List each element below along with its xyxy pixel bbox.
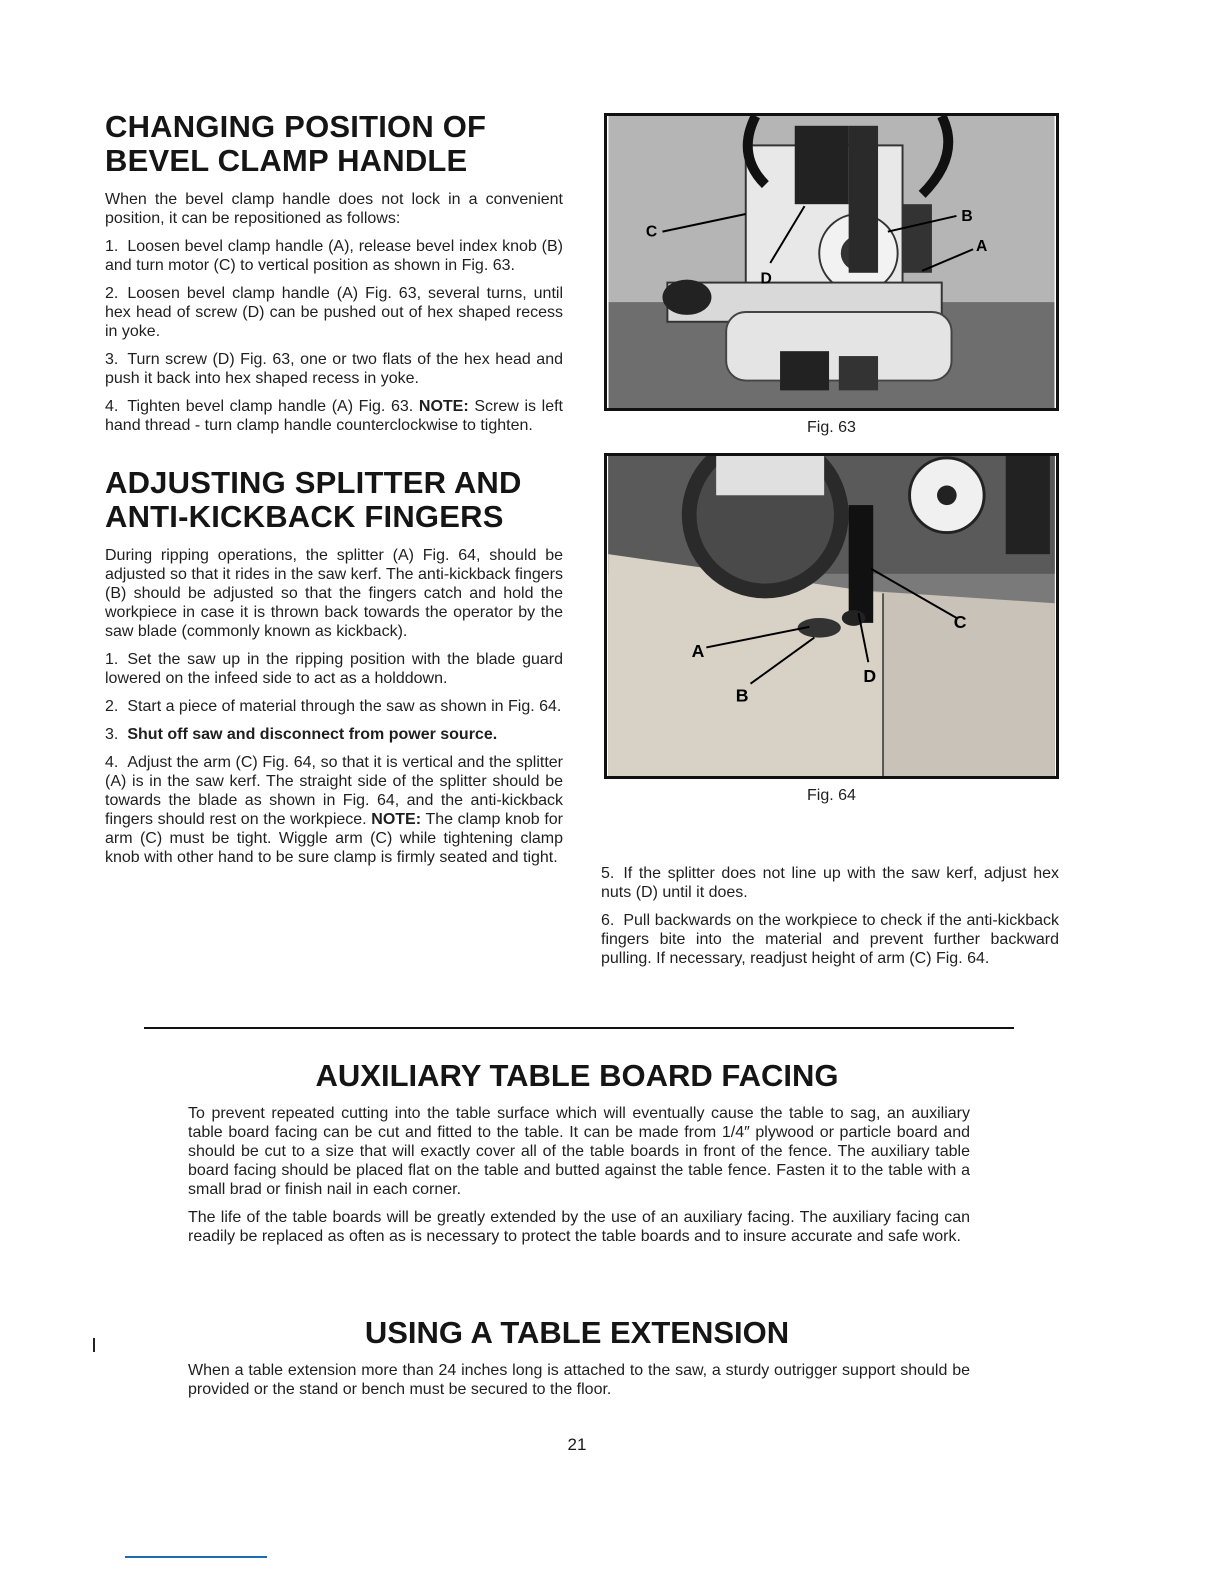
fig64-caption: Fig. 64	[807, 787, 856, 804]
figure-64	[604, 453, 1059, 779]
splitter-step-3: 3. Shut off saw and disconnect from power source.	[105, 726, 498, 743]
auxiliary-body	[188, 1104, 970, 1255]
page-number: 21	[567, 1435, 587, 1454]
splitter-step-1: 1. Set the saw up in the ripping position with the blade guard lowered on the infeed side to act as a holddown.	[105, 651, 563, 687]
bevel-step-4: 4. Tighten bevel clamp handle (A) Fig. 63. NOTE: Screw is left hand thread - turn clamp handle counterclockwise to tighten.	[105, 398, 563, 434]
fig63-caption: Fig. 63	[807, 419, 856, 436]
fig64-label-c: C	[953, 611, 967, 632]
bevel-step-2: 2. Loosen bevel clamp handle (A) Fig. 63, several turns, until hex head of screw (D) can be pushed out of hex shaped recess in yoke.	[105, 285, 563, 340]
bevel-step-1: 1. Loosen bevel clamp handle (A), release bevel index knob (B) and turn motor (C) to vertical position as shown in Fig. 63.	[105, 238, 563, 274]
auxiliary-para-1: To prevent repeated cutting into the table surface which will eventually cause the table to sag, an auxiliary table board facing can be cut and fitted to the table. It can be made from 1/4″ plywood or particle board and should be cut to a size that will exactly cover all of the table boards in front of the fence. The auxiliary table board facing should be placed flat on the table and butted against the table fence. Fasten it to the table with a small brad or finish nail in each corner.	[188, 1105, 970, 1198]
fig63-label-b: B	[961, 207, 973, 225]
right-column	[601, 864, 1059, 977]
fig63-label-a: A	[976, 238, 988, 256]
section-title-splitter: ADJUSTING SPLITTER AND ANTI-KICKBACK FINGERS	[105, 465, 522, 534]
bevel-intro: When the bevel clamp handle does not lock in a convenient position, it can be repositioned as follows:	[105, 191, 563, 227]
fig63-label-c: C	[645, 223, 658, 241]
fig64-photo	[607, 456, 1056, 776]
left-column	[105, 110, 563, 876]
auxiliary-para-2: The life of the table boards will be greatly extended by the use of an auxiliary facing. The auxiliary facing can readily be replaced as often as is necessary to protect the table boards and to insure accurate and safe work.	[188, 1209, 970, 1245]
extension-body	[188, 1361, 970, 1408]
splitter-step-5: 5. If the splitter does not line up with the saw kerf, adjust hex nuts (D) until it does.	[601, 865, 1059, 901]
splitter-step-6: 6. Pull backwards on the workpiece to check if the anti-kickback fingers bite into the material and prevent further backward pulling. If necessary, readjust height of arm (C) Fig. 64.	[601, 912, 1059, 967]
extension-para-1: When a table extension more than 24 inches long is attached to the saw, a sturdy outrigger support should be provided or the stand or bench must be secured to the floor.	[188, 1362, 970, 1398]
fig63-photo	[607, 116, 1056, 408]
fig64-label-a: A	[691, 641, 705, 662]
section-title-extension: USING A TABLE EXTENSION	[364, 1315, 790, 1350]
scan-line	[125, 1556, 267, 1558]
splitter-step-4: 4. Adjust the arm (C) Fig. 64, so that it is vertical and the splitter (A) is in the saw kerf. The straight side of the splitter should be towards the blade as shown in Fig. 64, and the anti-kickback fingers should rest on the workpiece. NOTE: The clamp knob for arm (C) must be tight. Wiggle arm (C) while tightening clamp knob with other hand to be sure clamp is firmly seated and tight.	[105, 754, 564, 866]
fig64-label-b: B	[735, 685, 749, 706]
section-title-bevel-clamp: CHANGING POSITION OF BEVEL CLAMP HANDLE	[105, 109, 487, 178]
fig63-label-d: D	[760, 270, 772, 288]
section-title-auxiliary: AUXILIARY TABLE BOARD FACING	[315, 1058, 839, 1093]
fig64-label-d: D	[863, 665, 877, 686]
bevel-step-3: 3. Turn screw (D) Fig. 63, one or two flats of the hex head and push it back into hex shaped recess in yoke.	[105, 351, 563, 387]
section-divider	[144, 1027, 1014, 1029]
scan-mark	[93, 1338, 95, 1352]
splitter-intro: During ripping operations, the splitter (A) Fig. 64, should be adjusted so that it rides in the saw kerf. The anti-kickback fingers (B) should be adjusted so that the fingers catch and hold the workpiece in case it is thrown back towards the operator by the saw blade (commonly known as kickback).	[105, 547, 563, 640]
figure-63	[604, 113, 1059, 411]
splitter-step-2: 2. Start a piece of material through the saw as shown in Fig. 64.	[105, 698, 562, 715]
